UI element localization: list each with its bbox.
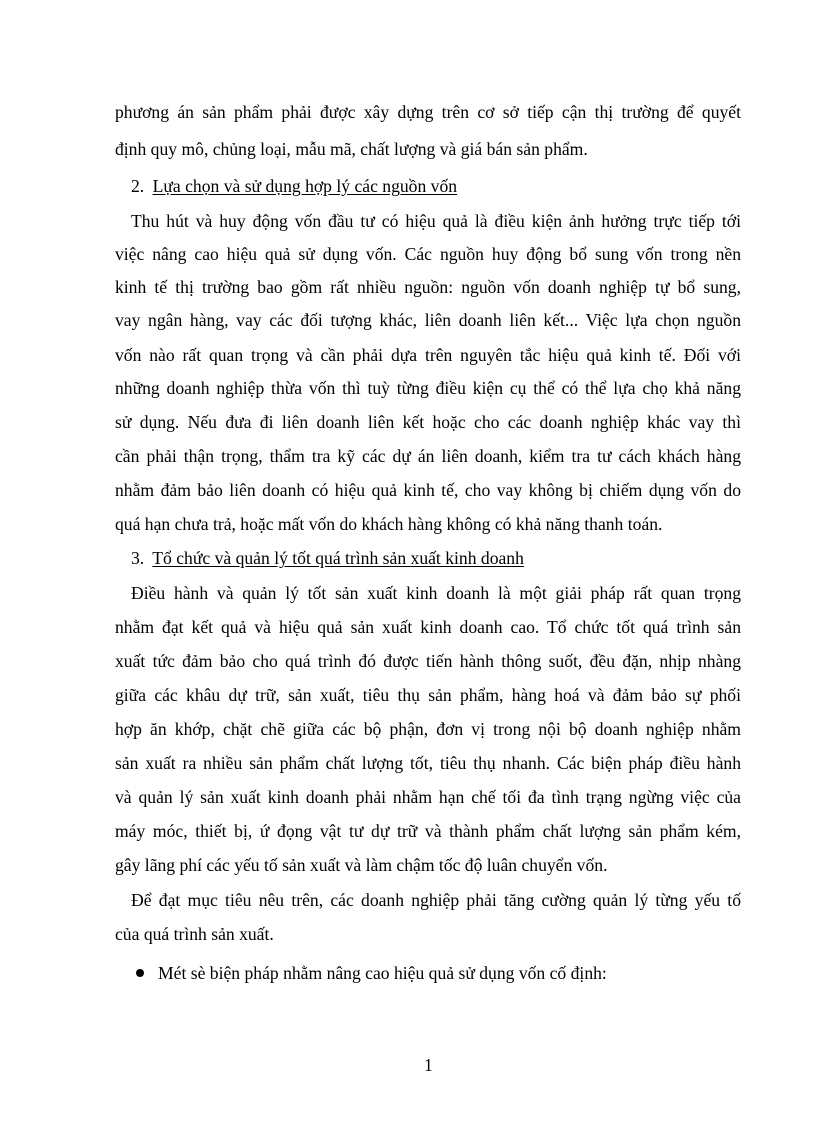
text-line: nhằm đảm bảo liên doanh có hiệu quả kinh tế, cho vay không bị chiếm dụng vốn do (115, 480, 741, 500)
page-number: 1 (424, 1055, 433, 1075)
section-title: Lựa chọn và sử dụng hợp lý các nguồn vốn (152, 176, 458, 196)
text-line: giữa các khâu dự trữ, sản xuất, tiêu thụ sản phẩm, hàng hoá và đảm bảo sự phối (115, 685, 741, 705)
text-line: vay ngân hàng, vay các đối tượng khác, liên doanh liên kết... Việc lựa chọn nguồn (115, 310, 741, 330)
text-line: Thu hút và huy động vốn đầu tư có hiệu quả là điều kiện ảnh hưởng trực tiếp tới (131, 211, 741, 231)
text-line: xuất tức đảm bảo cho quá trình đó được tiến hành thông suốt, đều đặn, nhịp nhàng (115, 651, 741, 671)
bullet-text: Mét sè biện pháp nhằm nâng cao hiệu quả sử dụng vốn cố định: (158, 963, 607, 983)
section-heading-2 (131, 175, 457, 197)
bullet-item (136, 962, 607, 984)
text-line: những doanh nghiệp thừa vốn thì tuỳ từng điều kiện cụ thể có thể lựa chọ khả năng (115, 378, 741, 398)
text-line: và quản lý sản xuất kinh doanh phải nhằm hạn chế tối đa tình trạng ngừng việc của (115, 787, 741, 807)
text-line: cần phải thận trọng, thẩm tra kỹ các dự án liên doanh, kiểm tra tư cách khách hàng (115, 446, 741, 466)
text-line: Điều hành và quản lý tốt sản xuất kinh doanh là một giải pháp rất quan trọng (131, 583, 741, 603)
text-line: việc nâng cao hiệu quả sử dụng vốn. Các nguồn huy động bổ sung vốn trong nền (115, 244, 741, 264)
text-line: hợp ăn khớp, chặt chẽ giữa các bộ phận, đơn vị trong nội bộ doanh nghiệp nhằm (115, 719, 741, 739)
bullet-icon (136, 969, 144, 977)
text-line: của quá trình sản xuất. (115, 924, 274, 944)
text-line: gây lãng phí các yếu tố sản xuất và làm chậm tốc độ luân chuyển vốn. (115, 855, 608, 875)
text-line: Để đạt mục tiêu nêu trên, các doanh nghiệp phải tăng cường quản lý từng yếu tố (131, 890, 741, 910)
text-line: sản xuất ra nhiều sản phẩm chất lượng tốt, tiêu thụ nhanh. Các biện pháp điều hành (115, 753, 741, 773)
text-line: kinh tế thị trường bao gồm rất nhiều nguồn: nguồn vốn doanh nghiệp tự bổ sung, (115, 277, 741, 297)
text-line: máy móc, thiết bị, ứ đọng vật tư dự trữ và thành phẩm chất lượng sản phẩm kém, (115, 821, 741, 841)
text-line: sử dụng. Nếu đưa đi liên doanh liên kết hoặc cho các doanh nghiệp khác vay thì (115, 412, 741, 432)
section-heading-3 (131, 547, 524, 569)
text-line: quá hạn chưa trả, hoặc mất vốn do khách hàng không có khả năng thanh toán. (115, 514, 663, 534)
text-line: nhằm đạt kết quả và hiệu quả sản xuất kinh doanh cao. Tổ chức tốt quá trình sản (115, 617, 741, 637)
section-number: 2. (131, 176, 145, 196)
text-line: phương án sản phẩm phải được xây dựng trên cơ sở tiếp cận thị trường để quyết (115, 102, 741, 122)
text-line: định quy mô, chủng loại, mẫu mã, chất lượng và giá bán sản phẩm. (115, 139, 588, 159)
section-title: Tổ chức và quản lý tốt quá trình sản xuất kinh doanh (152, 548, 524, 568)
text-line: vốn nào rất quan trọng và cần phải dựa trên nguyên tắc hiệu quả kinh tế. Đối với (115, 345, 741, 365)
section-number: 3. (131, 548, 145, 568)
